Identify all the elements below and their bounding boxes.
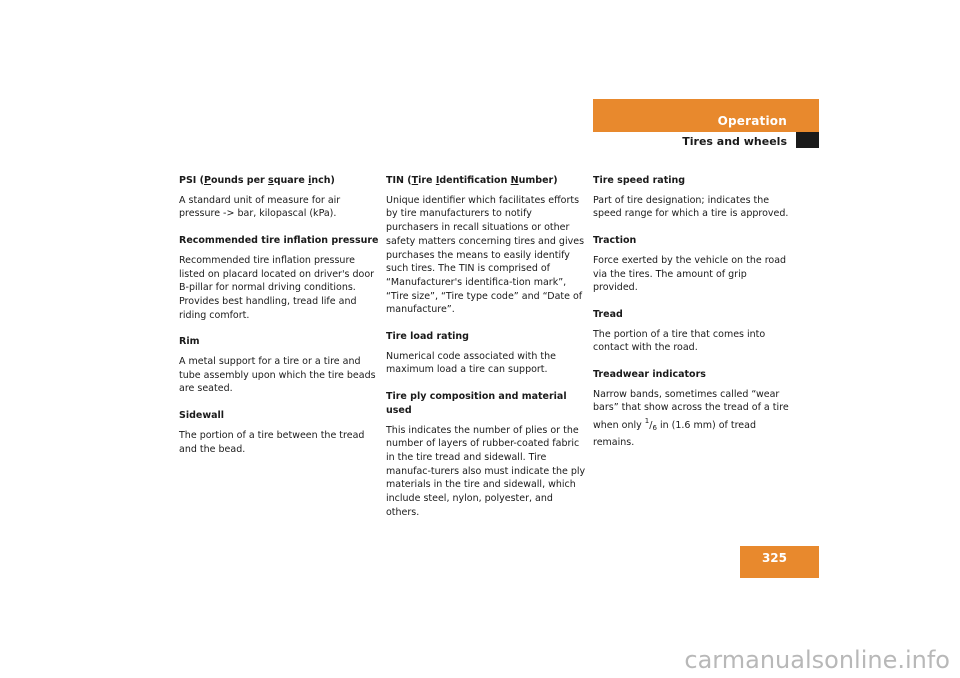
glossary-term: PSI (Pounds per square inch) [179, 175, 335, 186]
glossary-term: Recommended tire inflation pressure [179, 235, 379, 247]
glossary-term: Tread [593, 308, 623, 320]
fraction-numerator: 1 [644, 417, 650, 426]
glossary-definition: A metal support for a tire or a tire and tube assembly upon which the tire beads are seated. [179, 356, 376, 395]
glossary-definition: The portion of a tire that comes into contact with the road. [593, 328, 766, 354]
glossary-definition: The portion of a tire between the tread and the bead. [179, 429, 365, 455]
glossary-definition: Force exerted by the vehicle on the road via the tires. The amount of grip provided. [593, 254, 787, 294]
glossary-definition: This indicates the number of plies or the number of layers of rubber-coated fabric in the tire tread and sidewall. Tire manufac-turers also must indicate the ply materials in the tire and sidewall, which include steel, nylon, polyester, and others. [386, 424, 586, 518]
fraction: $^1/_6$ [644, 417, 657, 433]
section-title: Operation [717, 114, 787, 128]
fraction-denominator: 6 [652, 424, 657, 433]
glossary-term: Tire speed rating [593, 175, 686, 186]
definition-text: in (1.6 mm) of tread remains. [593, 420, 757, 448]
glossary-term: TIN (Tire Identification Number) [386, 175, 558, 186]
glossary-term: Rim [179, 336, 200, 348]
definition-text: Narrow bands, sometimes called “wear bars” that show across the tread of a tire when only [593, 388, 789, 432]
thumb-tab-marker [796, 132, 819, 148]
glossary-term: Treadwear indicators [593, 369, 706, 381]
glossary-column-3 [593, 174, 793, 463]
glossary-definition: Recommended tire inflation pressure listed on placard located on driver's door B-pillar for normal driving conditions. Provides best handling, tread life and riding comfort. [179, 254, 375, 321]
watermark: carmanualsonline.info [684, 646, 950, 674]
subsection-title: Tires and wheels [682, 135, 787, 148]
glossary-definition: A standard unit of measure for air pressure -> bar, kilopascal (kPa). [179, 194, 341, 220]
glossary-column-2 [386, 174, 586, 532]
page-number-box [740, 546, 819, 578]
glossary-term: Tire load rating [386, 331, 469, 343]
glossary-definition [593, 388, 793, 450]
page-number: 325 [761, 551, 787, 565]
glossary-column-1 [179, 174, 379, 469]
glossary-term: Traction [593, 235, 637, 247]
glossary-term: Sidewall [179, 410, 225, 422]
glossary-term: Tire ply composition and material used [386, 391, 567, 416]
section-header-band [593, 99, 819, 132]
glossary-definition: Unique identifier which facilitates efforts by tire manufacturers to notify purchasers in recall situations or other safety matters concerning tires and gives purchases the means to easily identify such tires. The TIN is comprised of “Manufacturer's identifica-tion mark”, “Tire size”, “Tire type code” and “Date of manufacture”. [386, 194, 585, 316]
glossary-definition: Part of tire designation; indicates the speed range for which a tire is approved. [593, 194, 789, 220]
glossary-definition: Numerical code associated with the maximum load a tire can support. [386, 350, 557, 376]
